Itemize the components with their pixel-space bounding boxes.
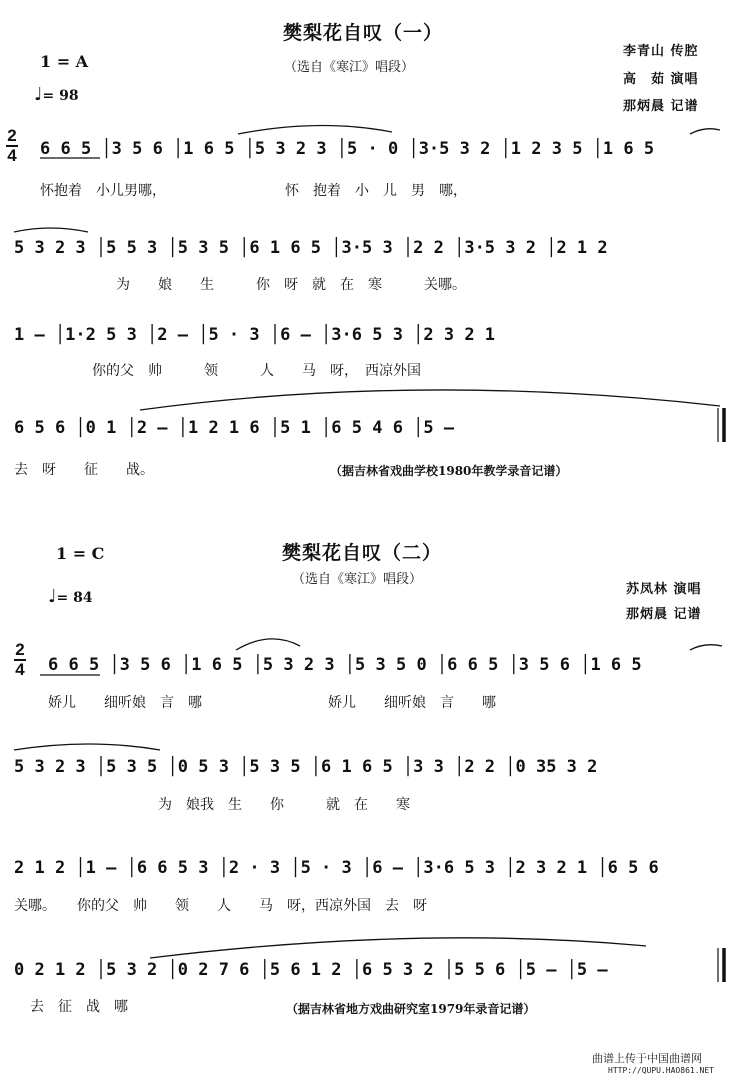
slur-mark: [236, 639, 300, 650]
piece1-line3-lyrics: 你的父 帅 领 人 马 呀， 西凉外国: [64, 363, 421, 379]
watermark-text: 曲谱上传于中国曲谱网: [592, 1052, 702, 1065]
piece2-line2-lyrics: 为 娘我 生 你 就 在 寒: [60, 797, 410, 813]
piece2-credit-1: 苏凤林 演唱: [626, 582, 702, 597]
piece1-tempo-value: = 98: [42, 88, 79, 104]
piece2-time-sig-bottom: 4: [15, 660, 25, 679]
piece1-subtitle: （选自《寒江》唱段）: [284, 60, 415, 75]
piece2-credit-2: 那炳晨 记谱: [626, 607, 702, 622]
piece2-subtitle: （选自《寒江》唱段）: [292, 572, 423, 587]
slur-mark: [14, 744, 160, 750]
piece1-line1-lyrics: 怀抱着 小儿男哪， 怀 抱着 小 儿 男 哪，: [40, 183, 467, 199]
piece2-time-sig-top: 2: [15, 640, 25, 659]
piece2-source-note: （据吉林省地方戏曲研究室1979年录音记谱）: [286, 1002, 536, 1016]
piece1-credit-2: 高 茹 演唱: [623, 72, 699, 87]
piece2-line2-lyrics-row1: 娇儿 细听娘 言 哪 娇儿 细听娘 言 哪: [48, 695, 496, 711]
slur-mark: [690, 645, 722, 650]
piece1-line2-notes: 5 3 2 3 │5 5 3 │5 3 5 │6 1 6 5 │3·5 3 │2 2 │3·5 3 2 │2 1 2: [14, 238, 608, 258]
piece1-source-note: （据吉林省戏曲学校1980年教学录音记谱）: [330, 464, 568, 478]
quarter-note-icon: ♩: [48, 586, 57, 607]
piece2-line4-notes: 0 2 1 2 │5 3 2 │0 2 7 6 │5 6 1 2 │6 5 3 2 │5 5 6 │5 – │5 –: [14, 960, 608, 980]
slur-mark: [140, 390, 720, 410]
piece2-line3-lyrics: 关哪。 你的父 帅 领 人 马 呀，西凉外国 去 呀: [14, 898, 427, 914]
piece1-line4-notes: 6 5 6 │0 1 │2 – │1 2 1 6 │5 1 │6 5 4 6 │5 –: [14, 418, 455, 438]
watermark-url: HTTP://QUPU.HAO861.NET: [608, 1066, 714, 1075]
piece1-line1-notes: 6 6 5 │3 5 6 │1 6 5 │5 3 2 3 │5 · 0 │3·5 3 2 │1 2 3 5 │1 6 5: [40, 139, 655, 159]
slur-mark: [238, 125, 392, 134]
piece1-credit-1: 李青山 传腔: [623, 44, 699, 59]
piece2-line3-notes: 2 1 2 │1 – │6 6 5 3 │2 · 3 │5 · 3 │6 – │3·6 5 3 │2 3 2 1 │6 5 6: [14, 858, 659, 878]
piece2-line4-lyrics: 去 征 战 哪: [30, 999, 128, 1015]
piece1-line4-lyrics: 去 呀 征 战。: [14, 462, 154, 478]
slur-mark: [150, 938, 646, 958]
slur-mark: [14, 228, 88, 232]
quarter-note-icon: ♩: [34, 84, 43, 105]
piece1-credit-3: 那炳晨 记谱: [623, 99, 699, 114]
piece2-key: 1 = C: [56, 544, 105, 563]
piece2-line1-notes: 6 6 5 │3 5 6 │1 6 5 │5 3 2 3 │5 3 5 0 │6 6 5 │3 5 6 │1 6 5: [48, 655, 642, 675]
piece1-time-sig-top: 2: [7, 126, 17, 145]
piece1-line3-notes: 1 – │1·2 5 3 │2 – │5 · 3 │6 – │3·6 5 3 │2 3 2 1: [14, 325, 496, 345]
piece2-tempo-value: = 84: [56, 590, 93, 606]
piece1-title: 樊梨花自叹（一）: [283, 22, 444, 44]
piece2-line2-notes: 5 3 2 3 │5 3 5 │0 5 3 │5 3 5 │6 1 6 5 │3 3 │2 2 │0 35 3 2: [14, 757, 598, 777]
slur-mark: [690, 129, 720, 134]
piece1-time-sig-bottom: 4: [7, 146, 17, 165]
piece1-key: 1 = A: [40, 52, 89, 71]
piece1-line2-lyrics: 为 娘 生 你 呀 就 在 寒 关哪。: [60, 277, 466, 293]
piece2-title: 樊梨花自叹（二）: [282, 542, 443, 564]
